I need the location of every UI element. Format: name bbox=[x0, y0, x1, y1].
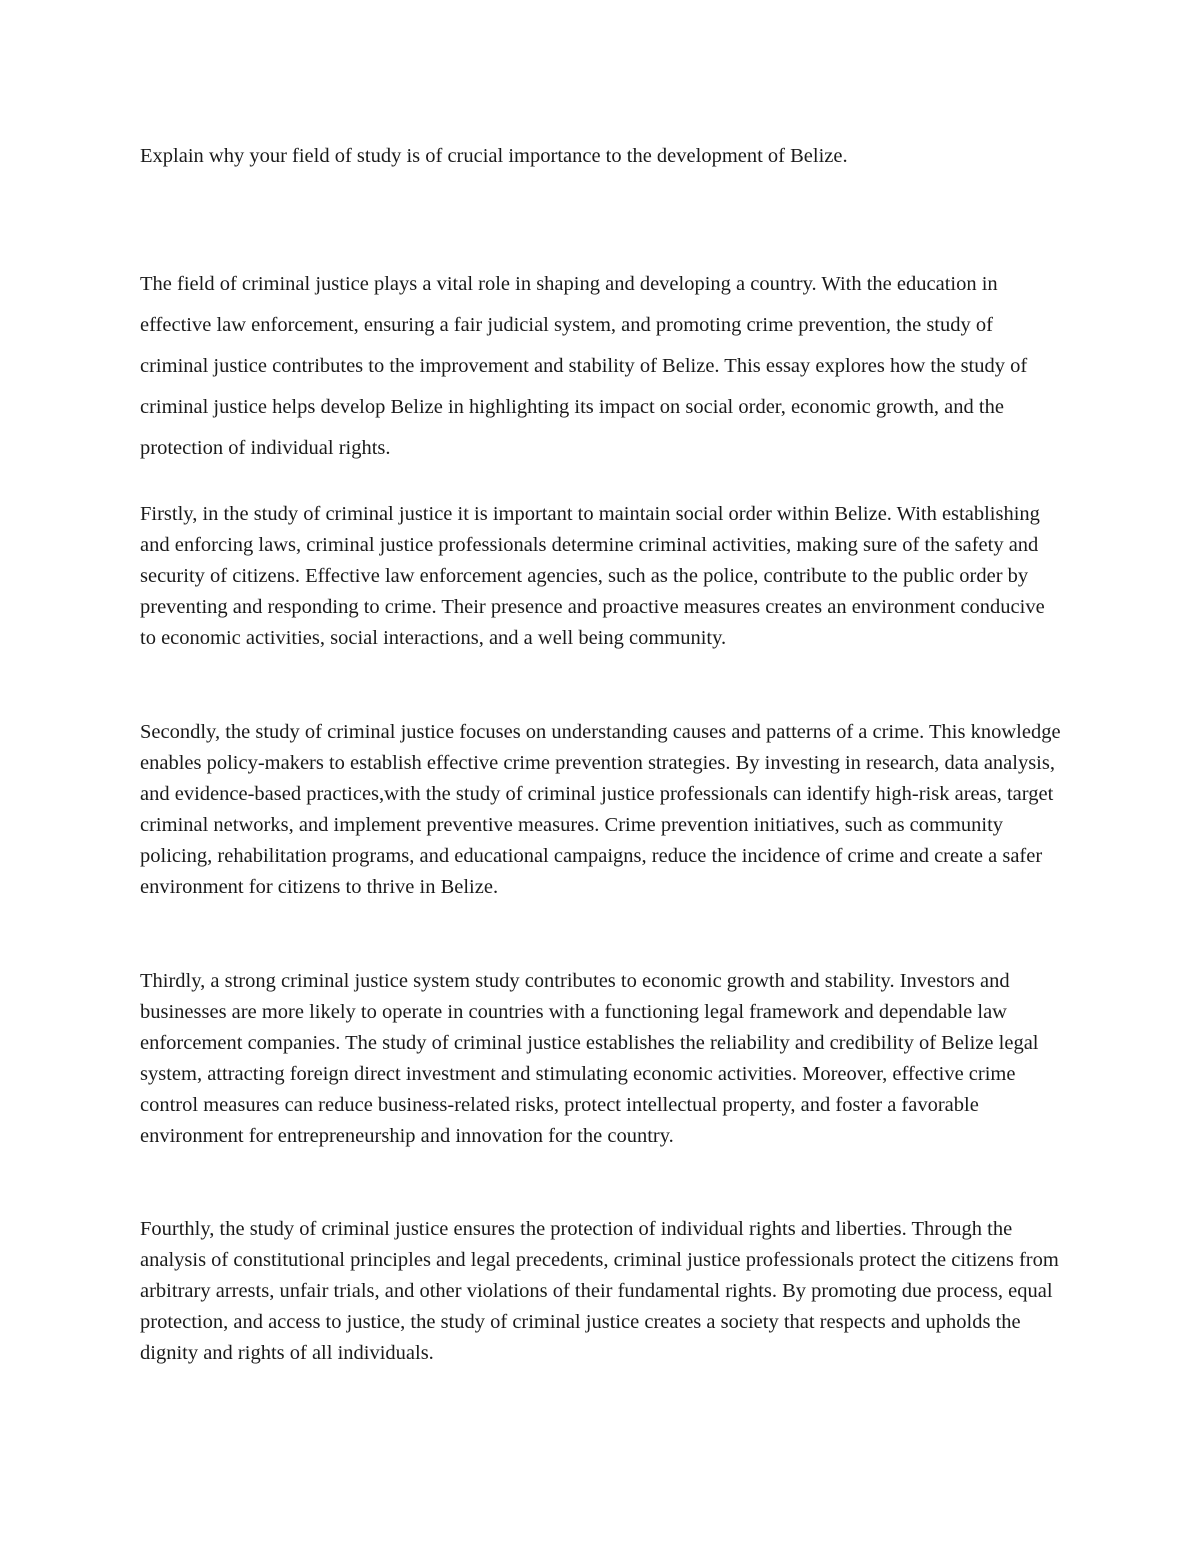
paragraph-social-order: Firstly, in the study of criminal justice it is important to maintain social order within Belize. With establishing and enforcing laws, criminal justice professionals determine criminal activities, making sure of the safety and security of citizens. Effective law enforcement agencies, such as the police, contribute to the public order by preventing and responding to crime. Their presence and proactive measures creates an environment conducive to economic activities, social interactions, and a well being community. bbox=[140, 503, 1045, 649]
paragraph-crime-prevention: Secondly, the study of criminal justice focuses on understanding causes and patterns of a crime. This knowledge enables policy-makers to establish effective crime prevention strategies. By investing in research, data analysis, and evidence-based practices,with the study of criminal justice professionals can identify high-risk areas, target criminal networks, and implement preventive measures. Crime prevention initiatives, such as community policing, rehabilitation programs, and educational campaigns, reduce the incidence of crime and create a safer environment for citizens to thrive in Belize. bbox=[140, 721, 1061, 898]
paragraph-individual-rights: Fourthly, the study of criminal justice ensures the protection of individual rights and liberties. Through the analysis of constitutional principles and legal precedents, criminal justice professionals protect the citizens from arbitrary arrests, unfair trials, and other violations of their fundamental rights. By promoting due process, equal protection, and access to justice, the study of criminal justice creates a society that respects and upholds the dignity and rights of all individuals. bbox=[140, 1218, 1059, 1364]
paragraph-economic-growth: Thirdly, a strong criminal justice system study contributes to economic growth and stability. Investors and businesses are more likely to operate in countries with a functioning legal framework and dependable law enforcement companies. The study of criminal justice establishes the reliability and credibility of Belize legal system, attracting foreign direct investment and stimulating economic activities. Moreover, effective crime control measures can reduce business-related risks, protect intellectual property, and foster a favorable environment for entrepreneurship and innovation for the country. bbox=[140, 970, 1039, 1147]
paragraph-introduction: The field of criminal justice plays a vital role in shaping and developing a country. With the education in effective law enforcement, ensuring a fair judicial system, and promoting crime prevention, the study of criminal justice contributes to the improvement and stability of Belize. This essay explores how the study of criminal justice helps develop Belize in highlighting its impact on social order, economic growth, and the protection of individual rights. bbox=[140, 273, 1028, 459]
essay-prompt: Explain why your field of study is of crucial importance to the development of Belize. bbox=[140, 145, 848, 167]
